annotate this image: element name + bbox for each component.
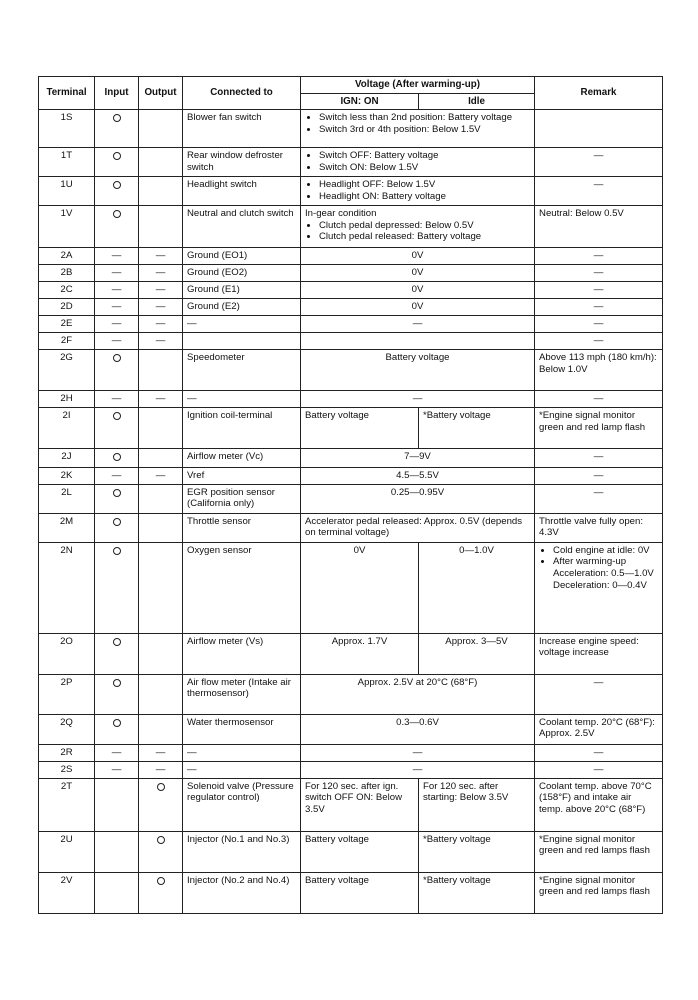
remark-cell: — [535, 248, 663, 265]
output-cell-text: — [155, 301, 166, 313]
input-cell-text: — [111, 746, 122, 758]
voltage-cell: 0V [301, 282, 535, 299]
circle-mark-icon [157, 836, 165, 844]
output-cell [139, 350, 183, 391]
output-cell [139, 674, 183, 714]
voltage-cell: 0V [301, 265, 535, 282]
terminal-cell: 1T [39, 148, 95, 177]
output-cell [139, 714, 183, 744]
input-cell [95, 484, 139, 513]
output-cell [139, 282, 183, 299]
input-cell [95, 177, 139, 206]
terminal-cell: 2E [39, 316, 95, 333]
remark-cell: — [535, 744, 663, 761]
voltage-cell [301, 206, 535, 248]
connected-to-cell: Water thermosensor [183, 714, 301, 744]
terminal-cell: 2G [39, 350, 95, 391]
remark-cell: — [535, 177, 663, 206]
remark-cell [535, 542, 663, 633]
connected-to-cell: Air flow meter (Intake air thermosensor) [183, 674, 301, 714]
terminal-cell: 1S [39, 110, 95, 148]
connected-to-cell: Injector (No.1 and No.3) [183, 831, 301, 872]
remark-cell: *Engine signal monitor green and red lamps flash [535, 872, 663, 913]
voltage-cell [301, 110, 535, 148]
output-cell-text: — [155, 469, 166, 481]
table-row [39, 778, 663, 831]
input-cell-text: — [111, 267, 122, 279]
terminal-cell: 2B [39, 265, 95, 282]
input-cell-text: — [111, 301, 122, 313]
terminal-cell: 2P [39, 674, 95, 714]
table-row [39, 206, 663, 248]
output-cell-text: — [155, 318, 166, 330]
voltage-cell [301, 177, 535, 206]
output-cell [139, 449, 183, 468]
table-row [39, 633, 663, 674]
circle-mark-icon [113, 453, 121, 461]
voltage-idle-cell: *Battery voltage [419, 872, 535, 913]
connected-to-cell: Blower fan switch [183, 110, 301, 148]
output-cell [139, 248, 183, 265]
output-cell [139, 831, 183, 872]
input-cell [95, 872, 139, 913]
connected-to-cell: Ground (E2) [183, 299, 301, 316]
voltage-bullets-item: • Clutch pedal depressed: Below 0.5V [319, 220, 530, 232]
remark-cell: *Engine signal monitor green and red lamp flash [535, 408, 663, 449]
circle-mark-icon [113, 518, 121, 526]
terminal-cell: 2S [39, 761, 95, 778]
circle-mark-icon [157, 783, 165, 791]
voltage-ign-on-cell: 0V [301, 542, 419, 633]
input-cell-text: — [111, 335, 122, 347]
table-row [39, 148, 663, 177]
voltage-cell: Battery voltage [301, 350, 535, 391]
input-cell [95, 148, 139, 177]
circle-mark-icon [157, 877, 165, 885]
remark-cell: — [535, 391, 663, 408]
voltage-idle-cell: 0—1.0V [419, 542, 535, 633]
table-row [39, 265, 663, 282]
output-cell [139, 467, 183, 484]
terminal-cell: 2D [39, 299, 95, 316]
voltage-bullets-item: • Switch 3rd or 4th position: Below 1.5V [319, 124, 530, 136]
remark-bullets [539, 545, 658, 591]
connected-to-cell: Ground (EO1) [183, 248, 301, 265]
output-cell [139, 633, 183, 674]
output-cell [139, 761, 183, 778]
output-cell [139, 333, 183, 350]
voltage-bullets-item: • Switch OFF: Battery voltage [319, 150, 530, 162]
circle-mark-icon [113, 412, 121, 420]
input-cell [95, 350, 139, 391]
circle-mark-icon [113, 354, 121, 362]
input-cell [95, 714, 139, 744]
input-cell [95, 513, 139, 542]
voltage-cell: 0V [301, 299, 535, 316]
output-cell [139, 316, 183, 333]
table-row [39, 449, 663, 468]
input-cell [95, 778, 139, 831]
voltage-bullets [305, 112, 530, 135]
voltage-cell: 4.5—5.5V [301, 467, 535, 484]
input-cell-text: — [111, 393, 122, 405]
connected-to-cell: — [183, 744, 301, 761]
terminal-cell: 2T [39, 778, 95, 831]
connected-to-cell: Throttle sensor [183, 513, 301, 542]
output-cell [139, 391, 183, 408]
voltage-bullets-item: • Clutch pedal released: Battery voltage [319, 231, 530, 243]
remark-cell: — [535, 467, 663, 484]
connected-to-cell: Airflow meter (Vc) [183, 449, 301, 468]
output-cell [139, 744, 183, 761]
voltage-bullets [305, 220, 530, 243]
input-cell [95, 206, 139, 248]
output-cell-text: — [155, 746, 166, 758]
remark-cell: — [535, 761, 663, 778]
connected-to-cell: — [183, 761, 301, 778]
remark-cell: — [535, 148, 663, 177]
voltage-ign-on-cell: Battery voltage [301, 408, 419, 449]
circle-mark-icon [113, 547, 121, 555]
connected-to-cell: Vref [183, 467, 301, 484]
voltage-ign-on-cell: Approx. 1.7V [301, 633, 419, 674]
output-cell [139, 408, 183, 449]
voltage-idle-cell: *Battery voltage [419, 831, 535, 872]
voltage-ign-on-cell: Battery voltage [301, 872, 419, 913]
circle-mark-icon [113, 114, 121, 122]
voltage-idle-cell: *Battery voltage [419, 408, 535, 449]
terminal-cell: 2K [39, 467, 95, 484]
input-cell [95, 408, 139, 449]
table-row [39, 831, 663, 872]
voltage-bullets-item: • Switch ON: Below 1.5V [319, 162, 530, 174]
voltage-bullets-item: • Switch less than 2nd position: Battery voltage [319, 112, 530, 124]
header-remark: Remark [535, 77, 663, 110]
connected-to-cell: Solenoid valve (Pressure regulator control) [183, 778, 301, 831]
input-cell-text: — [111, 469, 122, 481]
voltage-idle-cell: Approx. 3—5V [419, 633, 535, 674]
output-cell [139, 299, 183, 316]
remark-cell: — [535, 299, 663, 316]
voltage-bullets-item: • Headlight OFF: Below 1.5V [319, 179, 530, 191]
connected-to-cell: Ground (E1) [183, 282, 301, 299]
table-row [39, 513, 663, 542]
remark-cell: — [535, 282, 663, 299]
output-cell [139, 265, 183, 282]
input-cell-text: — [111, 284, 122, 296]
table-row [39, 177, 663, 206]
remark-cell [535, 110, 663, 148]
voltage-bullets [305, 150, 530, 173]
remark-cell: Above 113 mph (180 km/h): Below 1.0V [535, 350, 663, 391]
terminal-cell: 2A [39, 248, 95, 265]
table-row [39, 467, 663, 484]
circle-mark-icon [113, 719, 121, 727]
header-terminal: Terminal [39, 77, 95, 110]
remark-cell: — [535, 484, 663, 513]
input-cell [95, 110, 139, 148]
input-cell [95, 391, 139, 408]
voltage-cell: 0.25—0.95V [301, 484, 535, 513]
table-row [39, 872, 663, 913]
output-cell [139, 177, 183, 206]
terminal-cell: 2Q [39, 714, 95, 744]
table-row [39, 350, 663, 391]
connected-to-cell: Oxygen sensor [183, 542, 301, 633]
remark-cell: — [535, 265, 663, 282]
input-cell-text: — [111, 318, 122, 330]
remark-bullets-item: • Cold engine at idle: 0V [553, 545, 658, 557]
input-cell [95, 449, 139, 468]
terminal-cell: 2J [39, 449, 95, 468]
table-row [39, 408, 663, 449]
output-cell [139, 484, 183, 513]
connected-to-cell: Neutral and clutch switch [183, 206, 301, 248]
connected-to-cell: Injector (No.2 and No.4) [183, 872, 301, 913]
input-cell [95, 761, 139, 778]
connected-to-cell: — [183, 316, 301, 333]
remark-cell: *Engine signal monitor green and red lamps flash [535, 831, 663, 872]
output-cell [139, 148, 183, 177]
remark-cell: Neutral: Below 0.5V [535, 206, 663, 248]
terminal-cell: 2R [39, 744, 95, 761]
remark-cell: Coolant temp. above 70°C (158°F) and intake air temp. above 20°C (68°F) [535, 778, 663, 831]
output-cell [139, 513, 183, 542]
terminal-cell: 2H [39, 391, 95, 408]
input-cell [95, 299, 139, 316]
terminal-cell: 2M [39, 513, 95, 542]
circle-mark-icon [113, 210, 121, 218]
voltage-cell: — [301, 761, 535, 778]
table-row [39, 248, 663, 265]
input-cell [95, 674, 139, 714]
table-body [39, 110, 663, 914]
input-cell [95, 248, 139, 265]
header-ign-on: IGN: ON [301, 93, 419, 110]
circle-mark-icon [113, 679, 121, 687]
input-cell [95, 542, 139, 633]
voltage-intro: In-gear condition [305, 208, 377, 220]
table-row [39, 333, 663, 350]
terminal-voltage-table-sheet [38, 76, 662, 914]
voltage-cell: Approx. 2.5V at 20°C (68°F) [301, 674, 535, 714]
voltage-cell: — [301, 744, 535, 761]
voltage-cell [301, 333, 535, 350]
terminal-cell: 2N [39, 542, 95, 633]
table-row [39, 761, 663, 778]
table-row [39, 744, 663, 761]
input-cell [95, 316, 139, 333]
circle-mark-icon [113, 489, 121, 497]
input-cell [95, 333, 139, 350]
output-cell [139, 542, 183, 633]
voltage-cell [301, 148, 535, 177]
voltage-cell: 0.3—0.6V [301, 714, 535, 744]
connected-to-cell: — [183, 391, 301, 408]
table-row [39, 316, 663, 333]
terminal-cell: 1U [39, 177, 95, 206]
connected-to-cell: Ignition coil-terminal [183, 408, 301, 449]
table-row [39, 391, 663, 408]
connected-to-cell: Speedometer [183, 350, 301, 391]
remark-cell: Coolant temp. 20°C (68°F): Approx. 2.5V [535, 714, 663, 744]
connected-to-cell: Rear window defroster switch [183, 148, 301, 177]
voltage-bullets [305, 179, 530, 202]
output-cell [139, 206, 183, 248]
terminal-cell: 2L [39, 484, 95, 513]
remark-cell: — [535, 674, 663, 714]
terminal-cell: 2U [39, 831, 95, 872]
remark-cell: — [535, 316, 663, 333]
voltage-cell [301, 513, 535, 542]
remark-cell: Increase engine speed: voltage increase [535, 633, 663, 674]
connected-to-cell: Airflow meter (Vs) [183, 633, 301, 674]
voltage-cell: — [301, 316, 535, 333]
circle-mark-icon [113, 152, 121, 160]
voltage-bullets-item: • Headlight ON: Battery voltage [319, 191, 530, 203]
circle-mark-icon [113, 638, 121, 646]
terminal-cell: 2C [39, 282, 95, 299]
voltage-cell: 0V [301, 248, 535, 265]
input-cell [95, 633, 139, 674]
connected-to-cell: Headlight switch [183, 177, 301, 206]
circle-mark-icon [113, 181, 121, 189]
header-input: Input [95, 77, 139, 110]
input-cell [95, 831, 139, 872]
terminal-voltage-table [38, 76, 663, 914]
connected-to-cell: Ground (EO2) [183, 265, 301, 282]
remark-cell: Throttle valve fully open: 4.3V [535, 513, 663, 542]
table-row [39, 299, 663, 316]
voltage-ign-on-cell: Battery voltage [301, 831, 419, 872]
input-cell [95, 265, 139, 282]
voltage-idle-cell: For 120 sec. after starting: Below 3.5V [419, 778, 535, 831]
voltage-ign-on-cell: For 120 sec. after ign. switch OFF ON: Below 3.5V [301, 778, 419, 831]
input-cell-text: — [111, 763, 122, 775]
table-row [39, 484, 663, 513]
header-idle: Idle [419, 93, 535, 110]
remark-bullets-item: • After warming-up Acceleration: 0.5—1.0V Deceleration: 0—0.4V [553, 556, 658, 591]
voltage-cell: 7—9V [301, 449, 535, 468]
voltage-cell: — [301, 391, 535, 408]
output-cell [139, 110, 183, 148]
output-cell-text: — [155, 267, 166, 279]
terminal-cell: 2O [39, 633, 95, 674]
header-output: Output [139, 77, 183, 110]
header-connected-to: Connected to [183, 77, 301, 110]
output-cell-text: — [155, 250, 166, 262]
connected-to-cell [183, 333, 301, 350]
output-cell [139, 872, 183, 913]
input-cell [95, 467, 139, 484]
output-cell [139, 778, 183, 831]
connected-to-cell: EGR position sensor (California only) [183, 484, 301, 513]
table-row [39, 110, 663, 148]
terminal-cell: 2F [39, 333, 95, 350]
output-cell-text: — [155, 393, 166, 405]
output-cell-text: — [155, 284, 166, 296]
header-voltage: Voltage (After warming-up) [301, 77, 535, 94]
output-cell-text: — [155, 763, 166, 775]
output-cell-text: — [155, 335, 166, 347]
input-cell-text: — [111, 250, 122, 262]
terminal-cell: 2V [39, 872, 95, 913]
remark-cell: — [535, 449, 663, 468]
table-row [39, 674, 663, 714]
input-cell [95, 744, 139, 761]
table-row [39, 282, 663, 299]
terminal-cell: 2I [39, 408, 95, 449]
table-row [39, 714, 663, 744]
terminal-cell: 1V [39, 206, 95, 248]
table-row [39, 542, 663, 633]
input-cell [95, 282, 139, 299]
voltage-text: Accelerator pedal released: Approx. 0.5V (depends on terminal voltage) [305, 515, 523, 539]
remark-cell: — [535, 333, 663, 350]
